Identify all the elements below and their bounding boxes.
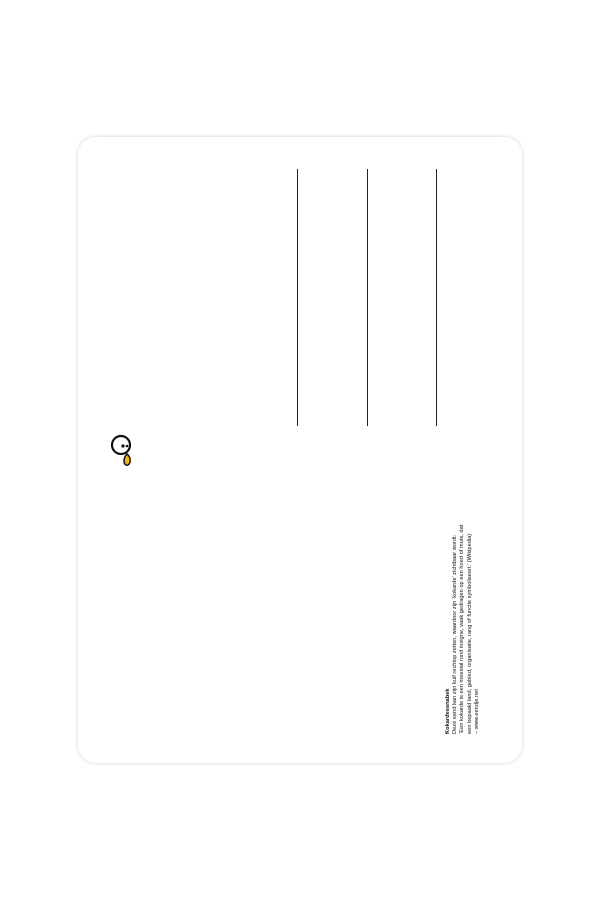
address-line-1 (297, 169, 298, 426)
duck-head-icon (110, 433, 136, 467)
description-text (445, 454, 481, 734)
address-line-3 (436, 169, 437, 426)
description-line: Deze eend kan zijn kuif rechtop zetten, waardoor zijn ‘kokarde’ zichtbaar wordt: (452, 534, 459, 734)
description-title: Kokardessnabek (445, 688, 451, 734)
postcard (78, 137, 522, 763)
description-line: – www.eendje.net (473, 689, 480, 734)
description-line: ‘Een kokarde is een meestal rond insigne, vaak gedragen op een hoed of muts, dat (459, 524, 466, 734)
address-line-2 (367, 169, 368, 426)
description-line: een bepaald land, gebied, organisatie, rang of functie symboliseert.’ (Wikipedia) (466, 533, 473, 734)
